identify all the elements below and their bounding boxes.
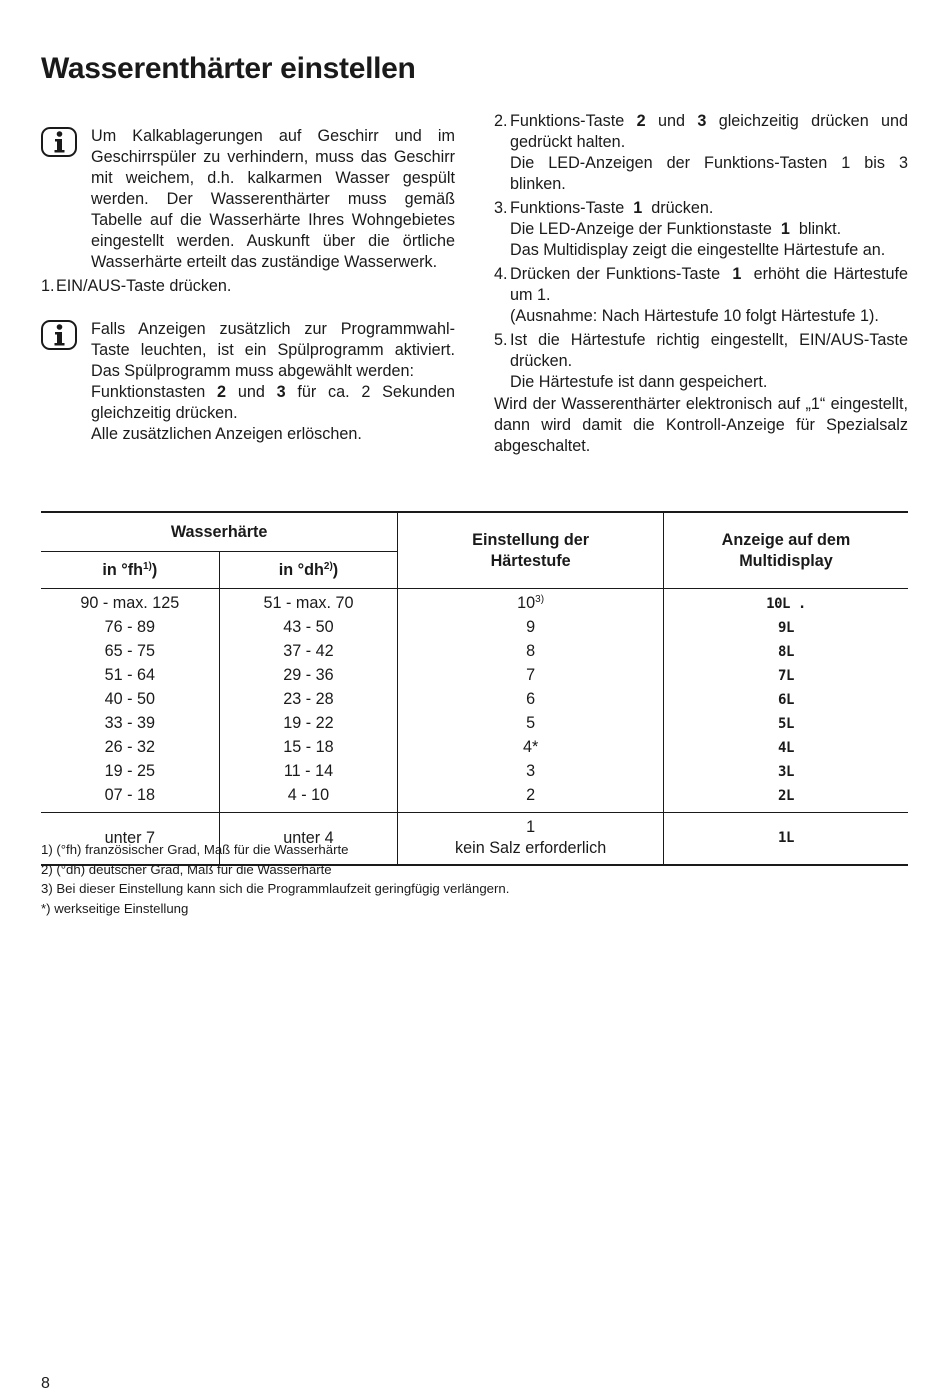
- step-3-number: 3.: [494, 199, 508, 217]
- header-dh-footnote: 2): [323, 560, 333, 572]
- step-2-text: [510, 111, 908, 153]
- cell-fh: [41, 589, 219, 617]
- info-text-2b-post: für ca. 2 Sekunden gleichzeitig drücken.: [91, 383, 456, 422]
- info-icon: [41, 320, 77, 350]
- table-row: [41, 736, 908, 760]
- key-1: 1: [633, 199, 643, 217]
- cell-display-value: 5L: [778, 716, 794, 732]
- cell-display: [663, 589, 908, 617]
- cell-dh-value: 37 - 42: [283, 642, 334, 660]
- cell-display-value: 10L .: [766, 596, 806, 612]
- table-header-row: [41, 512, 908, 552]
- cell-display: [663, 664, 908, 688]
- table-row: [41, 784, 908, 813]
- key-2: 2: [636, 112, 646, 130]
- footnote-star: *) werkseitige Einstellung: [41, 900, 189, 916]
- cell-fh-value: 26 - 32: [104, 738, 156, 756]
- cell-fh-value: 07 - 18: [104, 786, 156, 804]
- cell-dh-value: 11 - 14: [283, 762, 334, 780]
- step-2: [494, 111, 908, 195]
- cell-level-value: 5: [526, 714, 536, 732]
- key-2: 2: [217, 383, 227, 401]
- info-note-1: [41, 126, 455, 273]
- cell-display: [663, 784, 908, 813]
- cell-level: [398, 688, 664, 712]
- key-1: 1: [780, 220, 790, 238]
- cell-dh: [219, 640, 398, 664]
- cell-fh-value: unter 7: [104, 828, 156, 847]
- table-row: [41, 640, 908, 664]
- cell-fh-value: 33 - 39: [104, 714, 156, 732]
- cell-display: [663, 616, 908, 640]
- cell-fh: [41, 760, 219, 784]
- table-row: [41, 616, 908, 640]
- cell-level-value: 8: [526, 642, 536, 660]
- cell-dh-value: 4 - 10: [287, 786, 330, 804]
- info-text-2a: Falls Anzeigen zusätzlich zur Programmwahl-Taste leuchten, ist ein Spülprogramm aktiviert. Das Spülprogramm muss abgewählt werden:: [91, 320, 455, 380]
- step-5: [494, 330, 908, 393]
- page-number: 8: [41, 1375, 50, 1392]
- cell-fh-value: 19 - 25: [104, 762, 156, 780]
- table-row: [41, 760, 908, 784]
- page-title: Wasserenthärter einstellen: [41, 52, 416, 85]
- cell-fh: [41, 688, 219, 712]
- cell-level: [398, 589, 664, 617]
- water-hardness-table: [41, 511, 908, 866]
- header-dh: [219, 552, 398, 589]
- cell-level: [398, 712, 664, 736]
- step-2-number: 2.: [494, 112, 508, 130]
- cell-dh-value: 43 - 50: [283, 618, 334, 636]
- footnote-2: 2) (°dh) deutscher Grad, Maß für die Wasserhärte: [41, 861, 332, 877]
- step-2-pre: Funktions-Taste: [510, 112, 625, 130]
- cell-fh: [41, 616, 219, 640]
- step-3: [494, 198, 908, 261]
- step-3-text: [510, 198, 908, 219]
- step-4-sub: (Ausnahme: Nach Härtestufe 10 folgt Härtestufe 1).: [510, 307, 879, 325]
- step-3-post: drücken.: [651, 199, 714, 217]
- cell-fh-value: 90 - max. 125: [80, 594, 180, 612]
- info-text-2c: Alle zusätzlichen Anzeigen erlöschen.: [91, 425, 362, 443]
- step-5-number: 5.: [494, 331, 508, 349]
- step-4-number: 4.: [494, 265, 508, 283]
- cell-display-value: 1L: [778, 830, 794, 846]
- cell-level-footnote: 3): [535, 594, 545, 605]
- step-1-number: 1.: [41, 277, 55, 295]
- header-fh-footnote: 1): [142, 560, 152, 572]
- cell-level: [398, 760, 664, 784]
- cell-dh-value: 19 - 22: [283, 714, 334, 732]
- cell-level-value: 10: [517, 594, 536, 612]
- cell-display-value: 9L: [778, 620, 794, 636]
- table-row: [41, 589, 908, 617]
- header-dh-close: ): [332, 560, 339, 579]
- cell-fh-value: 65 - 75: [104, 642, 156, 660]
- info-text-1: Um Kalkablagerungen auf Geschirr und im Geschirrspüler zu verhindern, muss das Geschirr mit weichem, d.h. kalkarmen Wasser gespült werden. Der Wasserenthärter muss gemäß Tabelle auf die Wasserhärte Ihres Wohngebietes eingestellt werden. Auskunft über die örtliche Wasserhärte erteilt das zuständige Wasserwerk.: [91, 127, 455, 271]
- cell-display-value: 6L: [778, 692, 794, 708]
- cell-level: [398, 640, 664, 664]
- cell-fh: [41, 664, 219, 688]
- cell-display-value: 8L: [778, 644, 794, 660]
- info-text-2b: [91, 382, 455, 424]
- key-3: 3: [697, 112, 707, 130]
- step-3-sub1-post: blinkt.: [798, 220, 842, 238]
- cell-fh: [41, 784, 219, 813]
- step-2-sub: Die LED-Anzeigen der Funktions-Tasten 1 bis 3 blinken.: [510, 154, 908, 193]
- header-dh-text: in °dh: [278, 560, 324, 579]
- cell-level: [398, 664, 664, 688]
- cell-display: [663, 813, 908, 866]
- step-3-sub2: Das Multidisplay zeigt die eingestellte Härtestufe an.: [510, 241, 886, 259]
- footnote-3: 3) Bei dieser Einstellung kann sich die Programmlaufzeit geringfügig verlängern.: [41, 881, 510, 897]
- cell-display-value: 4L: [778, 740, 794, 756]
- cell-display: [663, 640, 908, 664]
- cell-dh: [219, 760, 398, 784]
- cell-level-value: 9: [526, 618, 536, 636]
- header-fh-close: ): [151, 560, 158, 579]
- cell-fh: [41, 712, 219, 736]
- footnotes: [41, 840, 509, 918]
- table-row: [41, 688, 908, 712]
- cell-level: [398, 736, 664, 760]
- cell-level: [398, 784, 664, 813]
- cell-dh-value: 51 - max. 70: [263, 594, 354, 612]
- step-3-sub1: [510, 219, 908, 240]
- cell-dh: [219, 736, 398, 760]
- header-fh-text: in °fh: [102, 560, 143, 579]
- step-5-sub: Die Härtestufe ist dann gespeichert.: [510, 373, 768, 391]
- cell-display-value: 3L: [778, 764, 794, 780]
- header-water-hardness: Wasserhärte: [41, 512, 398, 552]
- key-1: 1: [732, 265, 742, 283]
- cell-dh: [219, 688, 398, 712]
- step-4-text: [510, 264, 908, 306]
- cell-dh: [219, 712, 398, 736]
- cell-dh-value: 29 - 36: [283, 666, 334, 684]
- header-display-text: Anzeige auf dem Multidisplay: [721, 530, 851, 570]
- step-2-post: gleichzeitig drücken und gedrückt halten.: [510, 112, 909, 151]
- cell-dh: [219, 784, 398, 813]
- cell-display-value: 7L: [778, 668, 794, 684]
- header-fh: [41, 552, 219, 589]
- cell-fh-value: 51 - 64: [104, 666, 156, 684]
- cell-level-value: 7: [526, 666, 536, 684]
- cell-fh-value: 76 - 89: [104, 618, 156, 636]
- info-icon: [41, 127, 77, 157]
- header-level-text: Einstellung der Härtestufe: [472, 530, 590, 570]
- table-body: [41, 589, 908, 866]
- cell-level-value: 6: [526, 690, 536, 708]
- cell-level: [398, 616, 664, 640]
- info-text-2b-und: und: [237, 383, 265, 401]
- header-level: [398, 512, 664, 589]
- cell-level-value: 4*: [522, 738, 539, 756]
- info-note-2: [41, 319, 455, 445]
- step-1: [41, 276, 455, 297]
- cell-dh: [219, 664, 398, 688]
- cell-display: [663, 736, 908, 760]
- step-2-und: und: [657, 112, 685, 130]
- cell-fh: [41, 640, 219, 664]
- cell-dh-value: 23 - 28: [283, 690, 334, 708]
- cell-display: [663, 688, 908, 712]
- cell-display: [663, 712, 908, 736]
- cell-dh: [219, 589, 398, 617]
- cell-level-note: kein Salz erforderlich: [455, 839, 607, 857]
- cell-dh: [219, 616, 398, 640]
- key-3: 3: [276, 383, 286, 401]
- table-row: [41, 664, 908, 688]
- step-1-text: EIN/AUS-Taste drücken.: [56, 277, 232, 295]
- info-text-2b-pre: Funktionstasten: [91, 383, 206, 401]
- cell-dh-value: 15 - 18: [283, 738, 334, 756]
- step-3-sub1-pre: Die LED-Anzeige der Funktionstaste: [510, 220, 772, 238]
- cell-fh-value: 40 - 50: [104, 690, 156, 708]
- step-5-text: Ist die Härtestufe richtig eingestellt, EIN/AUS-Taste drücken.: [510, 331, 908, 370]
- header-display: [663, 512, 908, 589]
- step-4: [494, 264, 908, 327]
- step-4-post: erhöht die Härtestufe um 1.: [510, 265, 908, 304]
- cell-level-value: 3: [526, 762, 536, 780]
- cell-level-value: 1: [526, 818, 536, 836]
- cell-fh: [41, 736, 219, 760]
- step-4-pre: Drücken der Funktions-Taste: [510, 265, 721, 283]
- table-row: [41, 712, 908, 736]
- left-column: [41, 126, 455, 445]
- footnote-1: 1) (°fh) französischer Grad, Maß für die Wasserhärte: [41, 842, 349, 857]
- cell-level-value: 2: [526, 786, 536, 804]
- salt-note: Wird der Wasserenthärter elektronisch auf „1“ eingestellt, dann wird damit die Kontroll-Anzeige für Spezialsalz abgeschaltet.: [494, 395, 908, 455]
- step-3-pre: Funktions-Taste: [510, 199, 625, 217]
- cell-display: [663, 760, 908, 784]
- cell-display-value: 2L: [778, 788, 794, 804]
- cell-dh-value: unter 4: [283, 828, 334, 847]
- right-column: [494, 111, 908, 457]
